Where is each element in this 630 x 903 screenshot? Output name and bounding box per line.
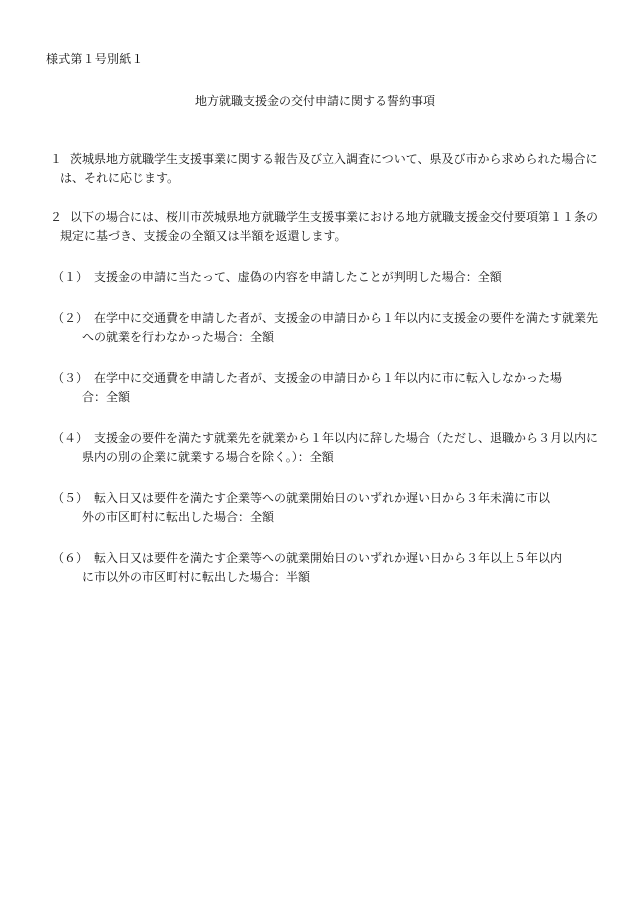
clause-1-line-2: は、それに応じます。 [60,171,180,185]
condition-3-number: （３） [52,371,89,385]
condition-1-line-1: 支援金の申請に当たって、虚偽の内容を申請したことが判明した場合：全額 [94,270,502,284]
condition-5-number: （５） [52,491,89,505]
condition-5-line-2: 外の市区町村に転出した場合：全額 [82,510,275,524]
condition-4-number: （４） [52,431,89,445]
condition-2-line-1: 在学中に交通費を申請した者が、支援金の申請日から１年以内に支援金の要件を満たす就業先 [94,311,599,325]
condition-1-number: （１） [52,270,89,284]
clause-2-line-1: 以下の場合には、桜川市茨城県地方就職学生支援事業における地方就職支援金交付要項第１１条の [70,210,599,224]
condition-2-number: （２） [52,311,89,325]
condition-4-line-1: 支援金の要件を満たす就業先を就業から１年以内に辞した場合（ただし、退職から３月以内に [94,431,599,445]
condition-3-line-1: 在学中に交通費を申請した者が、支援金の申請日から１年以内に市に転入しなかった場 [94,371,563,385]
condition-6-line-2: に市以外の市区町村に転出した場合：半額 [82,570,311,584]
form-label: 様式第１号別紙１ [46,52,144,66]
clause-2-line-2: 規定に基づき、支援金の全額又は半額を返還します。 [60,229,347,243]
condition-2-line-2: への就業を行わなかった場合：全額 [82,330,275,344]
clause-1-number: １ [50,152,63,166]
clause-1-line-1: 茨城県地方就職学生支援事業に関する報告及び立入調査について、県及び市から求められた場合に [70,152,598,166]
condition-6-line-1: 転入日又は要件を満たす企業等への就業開始日のいずれか遅い日から３年以上５年以内 [94,551,563,565]
condition-6-number: （６） [52,551,89,565]
condition-4-line-2: 県内の別の企業に就業する場合を除く。）：全額 [82,450,334,464]
clause-2-number: ２ [50,210,63,224]
condition-5-line-1: 転入日又は要件を満たす企業等への就業開始日のいずれか遅い日から３年未満に市以 [94,491,551,505]
document-title: 地方就職支援金の交付申請に関する誓約事項 [194,94,435,108]
condition-3-line-2: 合：全額 [82,390,131,404]
